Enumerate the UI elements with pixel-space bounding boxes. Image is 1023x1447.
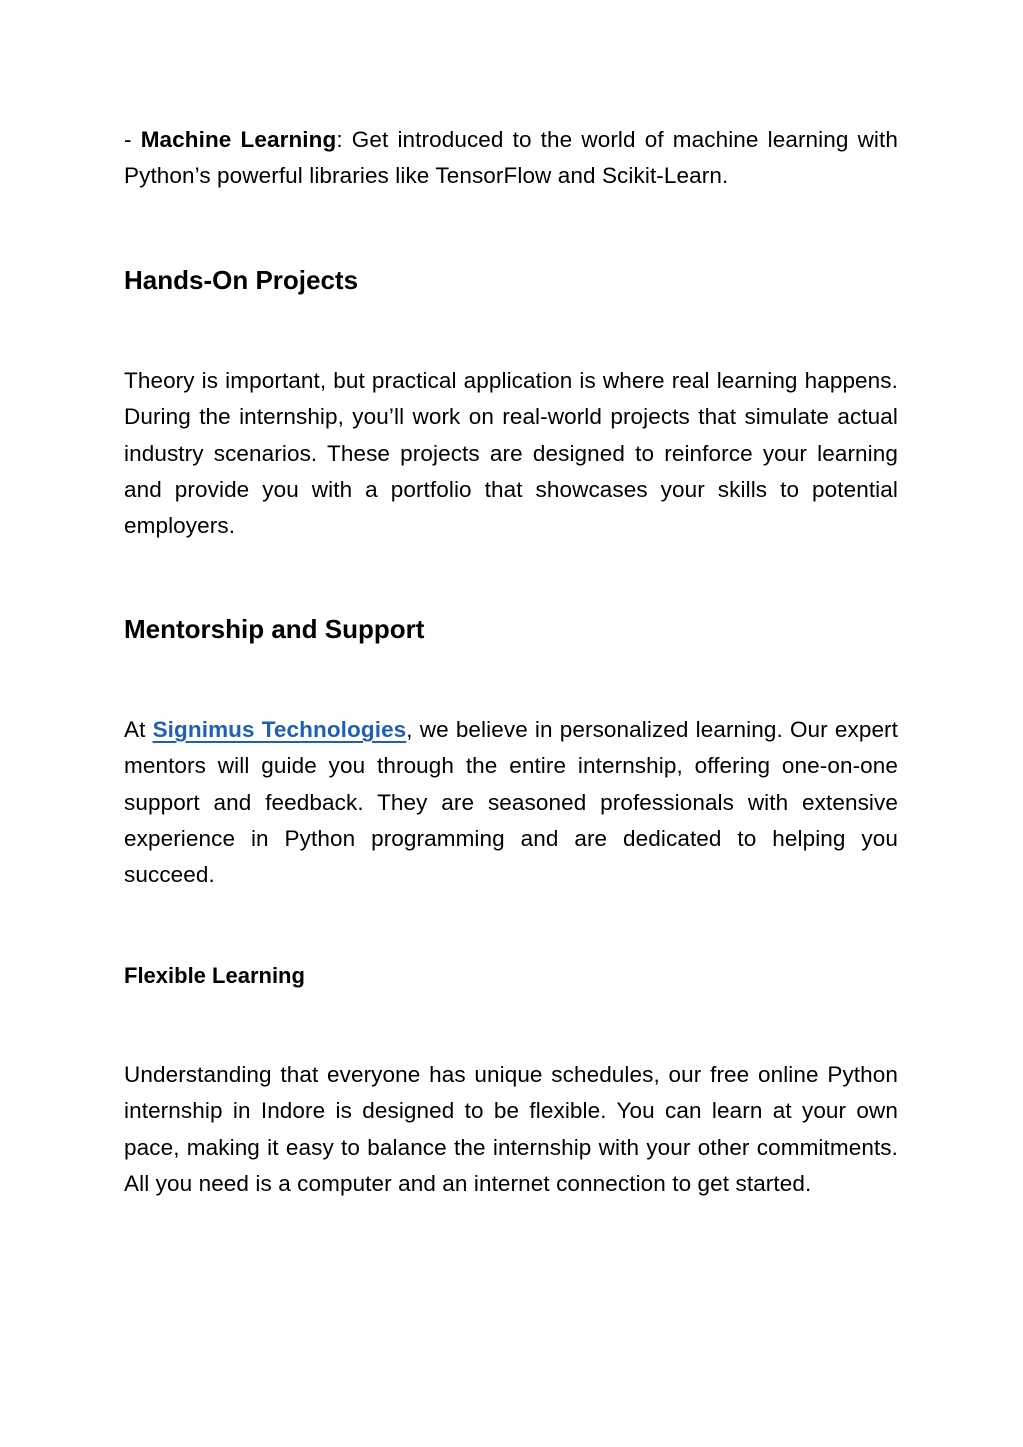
mentorship-prefix: At: [124, 717, 153, 742]
hands-on-projects-heading: Hands-On Projects: [124, 265, 359, 295]
signimus-technologies-link[interactable]: Signimus Technologies: [152, 717, 407, 742]
hands-on-projects-paragraph: Theory is important, but practical application is where real learning happens. During the internship, you’ll work on real-world projects that simulate actual industry scenarios. These projects are designed to reinforce your learning and provide you with a portfolio that showcases your skills to potential employers.: [124, 368, 898, 539]
machine-learning-paragraph: [124, 122, 898, 195]
machine-learning-term: Machine Learning: [140, 127, 337, 152]
mentorship-heading: Mentorship and Support: [124, 614, 425, 644]
mentorship-paragraph: [124, 712, 898, 893]
flexible-learning-heading: Flexible Learning: [124, 963, 305, 988]
mentorship-text: , we believe in personalized learning. Our expert mentors will guide you through the entire internship, offering one-on-one support and feedback. They are seasoned professionals with extensive experience in Python programming and are dedicated to helping you succeed.: [124, 717, 899, 888]
machine-learning-text: : Get introduced to the world of machine learning with Python’s powerful libraries like TensorFlow and Scikit-Learn.: [124, 127, 898, 189]
flexible-learning-paragraph: Understanding that everyone has unique schedules, our free online Python internship in Indore is designed to be flexible. You can learn at your own pace, making it easy to balance the internship with your other commitments. All you need is a computer and an internet connection to get started.: [124, 1062, 898, 1196]
list-dash: -: [124, 127, 141, 152]
